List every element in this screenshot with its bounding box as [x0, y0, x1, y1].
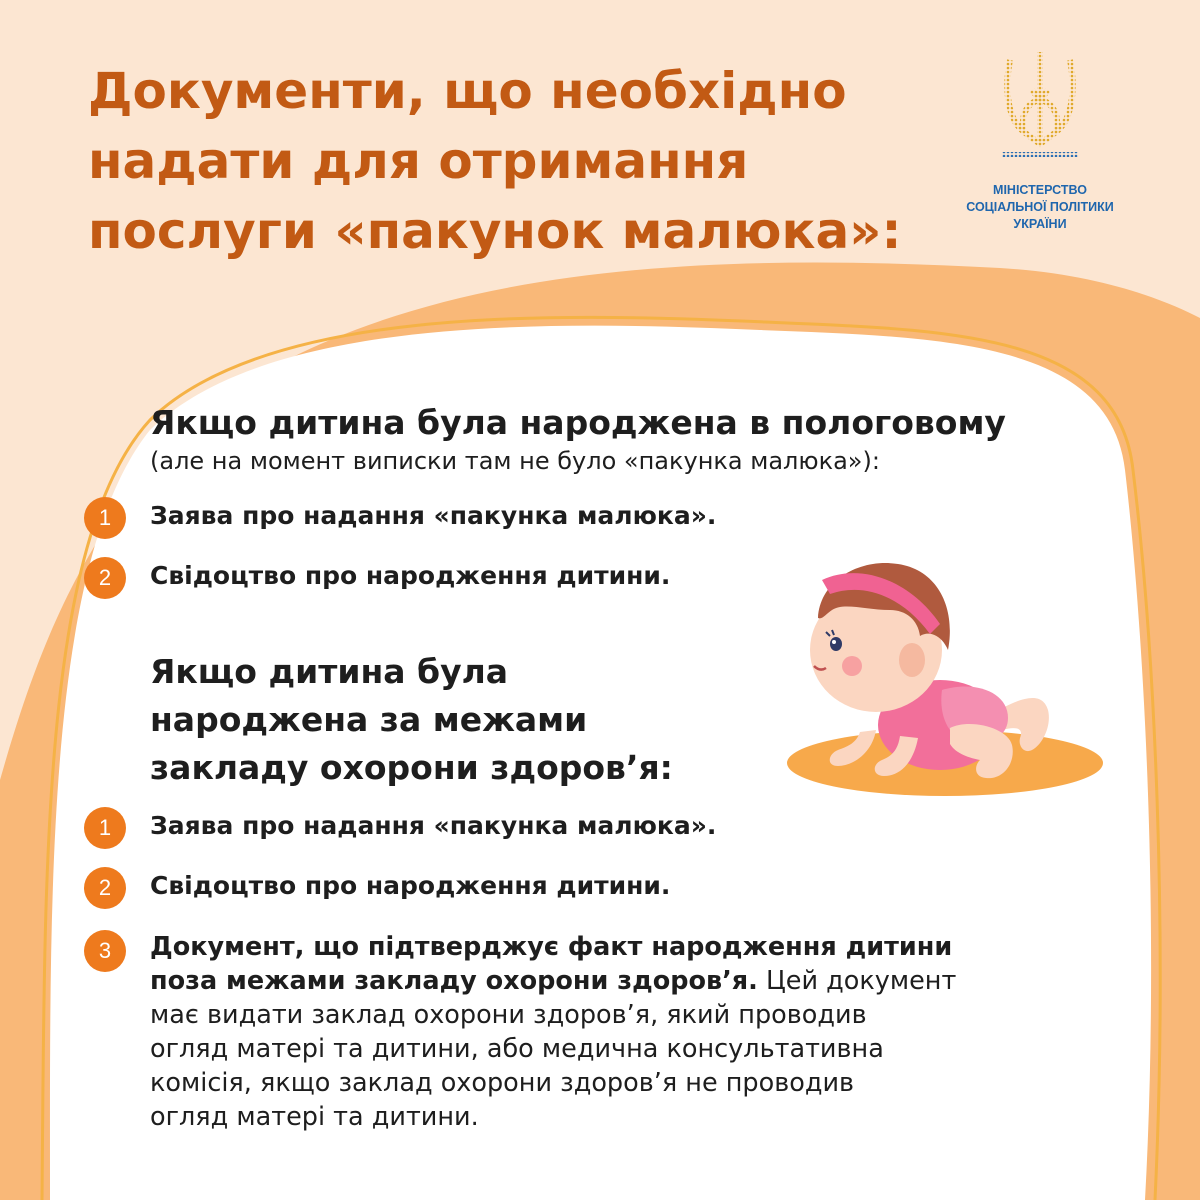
ministry-line: УКРАЇНИ	[1013, 217, 1067, 231]
page-title	[88, 56, 918, 266]
list-item: Свідоцтво про народження дитини.	[150, 561, 671, 590]
section2-title-line: народжена за межами	[150, 700, 588, 739]
section2-title	[150, 648, 673, 792]
section2-title-line: закладу охорони здоров’я:	[150, 748, 673, 787]
baby-cheek	[842, 656, 862, 676]
ministry-logo	[940, 50, 1140, 240]
number-badge: 2	[84, 867, 126, 909]
list-item: Заява про надання «пакунка малюка».	[150, 811, 717, 840]
ministry-line: МІНІСТЕРСТВО	[993, 183, 1087, 197]
number-badge: 3	[84, 930, 126, 972]
doc-line: комісія, якщо заклад охорони здоров’я не проводив	[150, 1068, 855, 1098]
section2-title-line: Якщо дитина була	[150, 652, 509, 691]
baby-ear	[899, 643, 925, 677]
document-description	[150, 930, 1080, 1134]
doc-bold-text: Документ, що підтверджує факт народження дитини	[150, 932, 953, 962]
number-badge: 1	[84, 497, 126, 539]
title-line: надати для отримання	[88, 132, 749, 190]
title-line: Документи, що необхідно	[88, 62, 847, 120]
ministry-name	[940, 182, 1140, 233]
doc-line: має видати заклад охорони здоров’я, який проводив	[150, 1000, 867, 1030]
doc-bold-text: поза межами закладу охорони здоров’я.	[150, 966, 758, 996]
title-line: послуги «пакунок малюка»:	[88, 202, 902, 260]
eye-highlight	[832, 640, 836, 644]
section1-title: Якщо дитина була народжена в пологовому	[150, 403, 1006, 442]
doc-line-1	[150, 930, 1080, 964]
list-item: Заява про надання «пакунка малюка».	[150, 501, 717, 530]
number-badge: 2	[84, 557, 126, 599]
doc-text: Цей документ	[757, 966, 957, 996]
doc-line-2	[150, 964, 1080, 998]
doc-line: огляд матері та дитини.	[150, 1102, 479, 1132]
trident-emblem-icon	[1002, 50, 1078, 158]
number-badge: 1	[84, 807, 126, 849]
crawling-baby-illustration	[780, 540, 1120, 800]
list-item: Свідоцтво про народження дитини.	[150, 871, 671, 900]
doc-line: огляд матері та дитини, або медична консультативна	[150, 1034, 884, 1064]
baby-eye	[830, 637, 842, 651]
ministry-line: СОЦІАЛЬНОЇ ПОЛІТИКИ	[966, 200, 1114, 214]
section1-subtitle: (але на момент виписки там не було «пакунка малюка»):	[150, 447, 880, 475]
